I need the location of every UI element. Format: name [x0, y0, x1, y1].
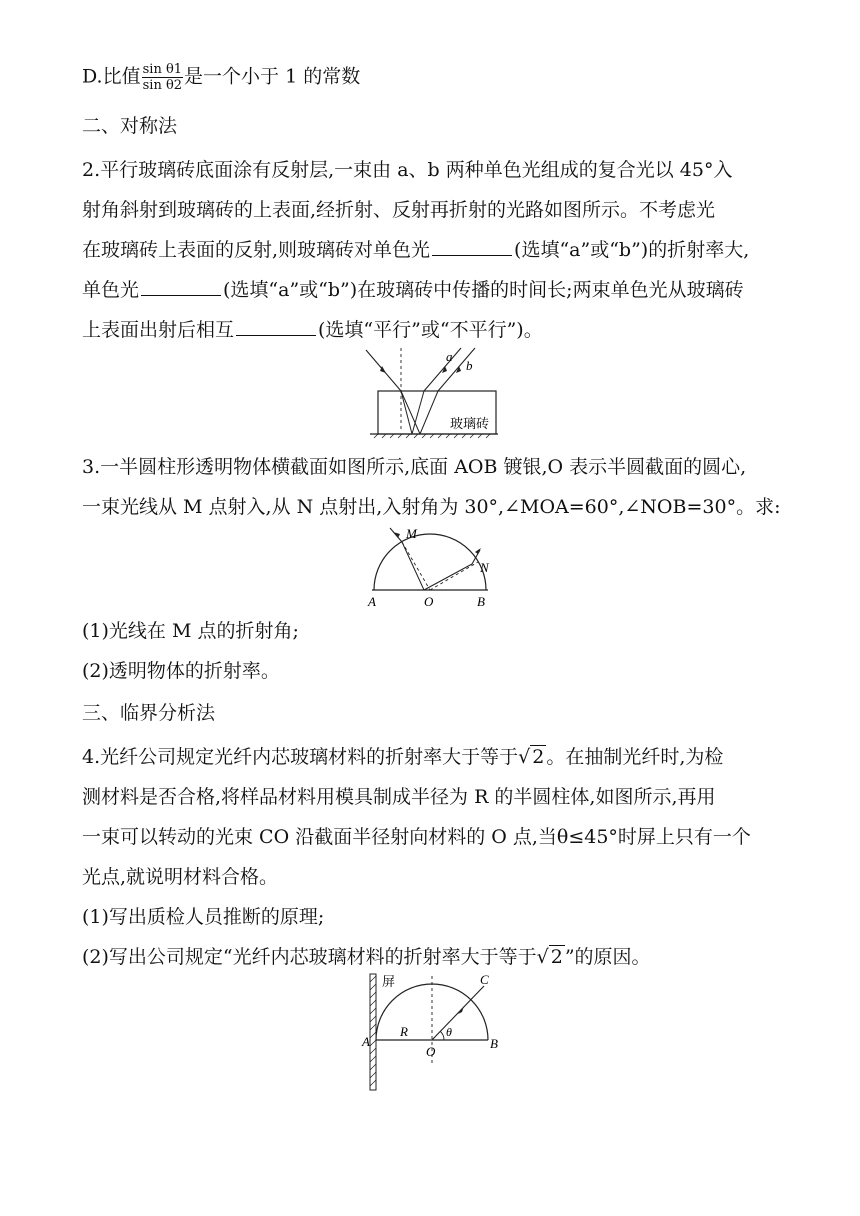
q4-line-1-b: 。在抽制光纤时,为检 — [546, 746, 724, 768]
q2-line-3 — [82, 237, 749, 263]
answer-blank-2[interactable] — [141, 277, 221, 296]
q4-line-1 — [82, 744, 723, 770]
q3-line-1: 3.一半圆柱形透明物体横截面如图所示,底面 AOB 镀银,O 表示半圆截面的圆心, — [82, 456, 747, 478]
ratio-fraction — [142, 62, 183, 93]
label-b: b — [466, 358, 473, 373]
label-c: C — [480, 972, 489, 987]
q2-line-4-b: (选填“a”或“b”)在玻璃砖中传播的时间长;两束单色光从玻璃砖 — [223, 279, 744, 301]
option-d-prefix: D.比值 — [82, 65, 141, 88]
q2-line-5-b: (选填“平行”或“不平行”)。 — [318, 319, 543, 341]
fiber-test-figure — [360, 970, 510, 1094]
answer-blank-1[interactable] — [432, 237, 512, 256]
semicircle-figure — [362, 522, 498, 608]
section-2-title: 二、对称法 — [82, 115, 178, 137]
sqrt-radicand-b: 2 — [550, 946, 563, 968]
q3-line-2: 一束光线从 M 点射入,从 N 点射出,入射角为 30°,∠MOA=60°,∠NOB=30°。求: — [82, 496, 781, 518]
sqrt-radicand: 2 — [532, 746, 545, 768]
label-m: M — [406, 526, 417, 541]
label-a: A — [368, 594, 376, 609]
q2-line-2: 射角斜射到玻璃砖的上表面,经折射、反射再折射的光路如图所示。不考虑光 — [82, 199, 716, 221]
label-glass: 玻璃砖 — [450, 416, 490, 431]
answer-blank-3[interactable] — [236, 317, 316, 336]
q4-line-4: 光点,就说明材料合格。 — [82, 866, 279, 888]
q2-line-1: 2.平行玻璃砖底面涂有反射层,一束由 a、b 两种单色光组成的复合光以 45°入 — [82, 159, 733, 181]
section-3-title: 三、临界分析法 — [82, 702, 216, 724]
q3-sub-1: (1)光线在 M 点的折射角; — [82, 620, 299, 642]
option-d-suffix: 是一个小于 1 的常数 — [184, 65, 361, 88]
q3-sub-2: (2)透明物体的折射率。 — [82, 660, 280, 682]
q2-line-4 — [82, 277, 744, 303]
q4-line-2: 测材料是否合格,将样品材料用模具制成半径为 R 的半圆柱体,如图所示,再用 — [82, 786, 716, 808]
label-screen: 屏 — [382, 974, 396, 989]
q2-line-3-b: (选填“a”或“b”)的折射率大, — [514, 239, 750, 261]
label-b: B — [477, 594, 485, 609]
q4-sub-2 — [82, 944, 651, 970]
q4-line-3: 一束可以转动的光束 CO 沿截面半径射向材料的 O 点,当θ≤45°时屏上只有一个 — [82, 826, 751, 848]
label-a: a — [446, 349, 453, 364]
label-o: O — [424, 594, 434, 609]
label-r: R — [400, 1024, 408, 1039]
q2-line-3-a: 在玻璃砖上表面的反射,则玻璃砖对单色光 — [82, 239, 431, 261]
q4-sub-2-b: ”的原因。 — [564, 946, 651, 968]
label-n: N — [480, 560, 489, 575]
q4-line-1-a: 4.光纤公司规定光纤内芯玻璃材料的折射率大于等于 — [82, 746, 519, 768]
sqrt-2-b: √ 2 — [536, 946, 563, 968]
q2-line-4-a: 单色光 — [82, 279, 140, 301]
glass-brick-figure — [360, 346, 510, 440]
q2-line-5-a: 上表面出射后相互 — [82, 319, 235, 341]
q4-sub-2-a: (2)写出公司规定“光纤内芯玻璃材料的折射率大于等于 — [82, 946, 537, 968]
label-theta: θ — [446, 1025, 452, 1039]
label-o: O — [426, 1044, 436, 1059]
q4-sub-1: (1)写出质检人员推断的原理; — [82, 906, 325, 928]
label-a: A — [362, 1034, 370, 1049]
fraction-denominator: sin θ2 — [142, 78, 183, 93]
fraction-numerator: sin θ1 — [142, 62, 183, 77]
q2-line-5 — [82, 317, 543, 343]
q1-option-d — [82, 62, 360, 93]
sqrt-2: √ 2 — [518, 746, 545, 768]
label-b: B — [490, 1036, 498, 1051]
